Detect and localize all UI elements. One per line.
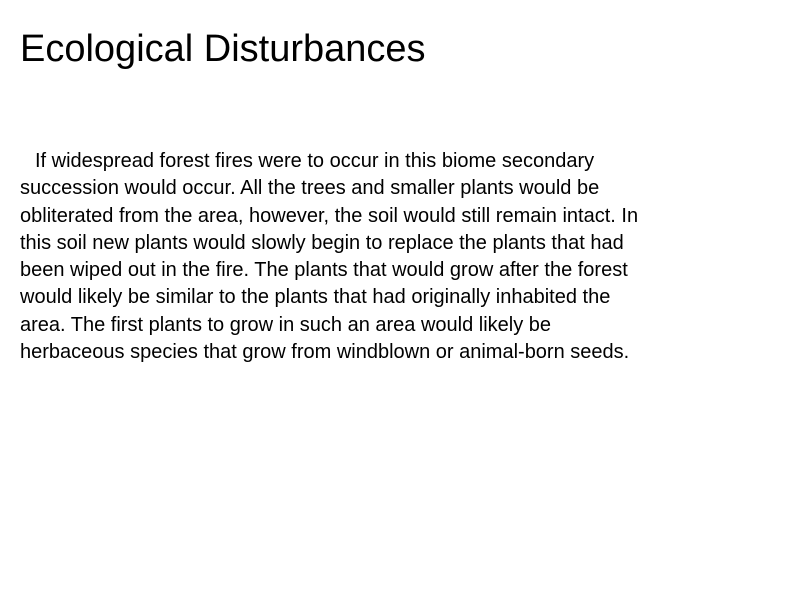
body-line: obliterated from the area, however, the soil would still remain intact. In bbox=[20, 204, 639, 227]
body-line: If widespread forest fires were to occur in this biome secondary bbox=[35, 150, 595, 172]
body-line: succession would occur. All the trees and smaller plants would be bbox=[20, 177, 600, 200]
body-line: area. The first plants to grow in such an area would likely be bbox=[20, 313, 552, 336]
slide-body-text bbox=[20, 148, 790, 366]
body-line: would likely be similar to the plants that had originally inhabited the bbox=[20, 286, 611, 309]
slide-title: Ecological Disturbances bbox=[20, 28, 426, 70]
body-line: been wiped out in the fire. The plants that would grow after the forest bbox=[20, 259, 628, 282]
body-line: herbaceous species that grow from windblown or animal-born seeds. bbox=[20, 341, 630, 364]
body-line: this soil new plants would slowly begin to replace the plants that had bbox=[20, 231, 624, 254]
